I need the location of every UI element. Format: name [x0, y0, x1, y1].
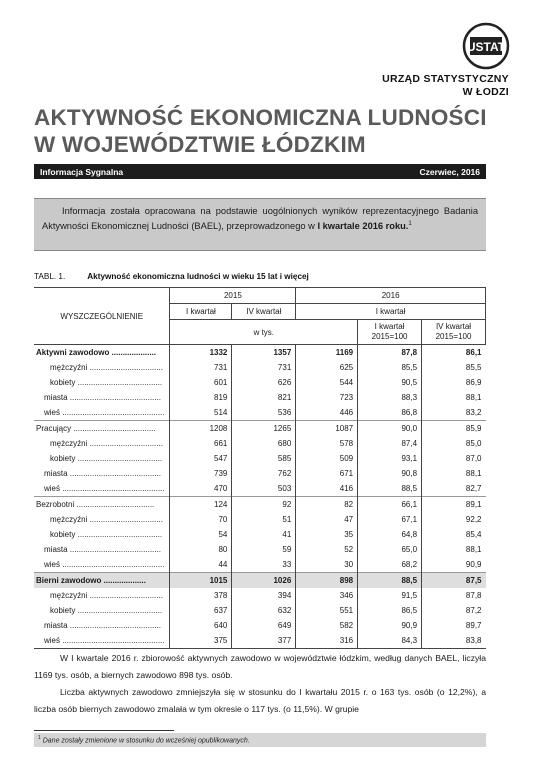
row-value: 88,1	[422, 466, 486, 481]
table-row	[34, 618, 486, 633]
row-label-text: Bezrobotni	[36, 500, 75, 509]
row-label	[34, 618, 170, 633]
table-row	[34, 481, 486, 497]
row-leader-dots: ...................	[103, 576, 146, 585]
row-value: 52	[296, 542, 358, 557]
row-leader-dots: ..............................................	[62, 484, 165, 493]
row-value: 35	[296, 527, 358, 542]
row-label-text: mężczyźni	[50, 591, 88, 600]
table-row	[34, 405, 486, 421]
row-value: 762	[232, 466, 296, 481]
row-value: 87,8	[422, 588, 486, 603]
row-value: 91,5	[358, 588, 422, 603]
row-leader-dots: ..............................................	[62, 408, 165, 417]
row-value: 82,7	[422, 481, 486, 497]
row-label-text: kobiety	[50, 606, 76, 615]
header-year-2015: 2015	[170, 288, 296, 304]
row-leader-dots: .................................	[89, 363, 163, 372]
header-unit: w tys.	[170, 320, 358, 345]
row-value: 85,9	[422, 421, 486, 437]
body-text	[34, 650, 486, 718]
row-leader-dots: ......................................	[77, 606, 163, 615]
table-row	[34, 345, 486, 361]
row-label-text: Bierni zawodowo	[36, 576, 102, 585]
row-value: 84,3	[358, 633, 422, 649]
row-value: 67,1	[358, 512, 422, 527]
row-value: 87,8	[358, 345, 422, 361]
table-row	[34, 542, 486, 557]
svg-text:USTAT: USTAT	[466, 40, 506, 54]
office-line1: URZĄD STATYSTYCZNY	[382, 73, 509, 85]
row-value: 601	[170, 375, 232, 390]
row-label	[34, 436, 170, 451]
row-label	[34, 512, 170, 527]
header-q1-2015: I kwartał	[170, 304, 232, 320]
row-value: 85,5	[358, 360, 422, 375]
row-value: 377	[232, 633, 296, 649]
row-value: 83,2	[422, 405, 486, 421]
row-leader-dots: ......................................	[77, 530, 163, 539]
row-label	[34, 360, 170, 375]
title-line1: AKTYWNOŚĆ EKONOMICZNA LUDNOŚCI	[34, 105, 487, 130]
row-leader-dots: .................................	[89, 591, 163, 600]
row-value: 898	[296, 573, 358, 589]
row-leader-dots: ....................	[111, 348, 157, 357]
row-value: 88,5	[358, 573, 422, 589]
row-label-text: wieś	[44, 636, 61, 645]
table-row	[34, 375, 486, 390]
row-leader-dots: .................................	[89, 439, 163, 448]
table-number: TABL. 1.	[34, 272, 66, 281]
row-value: 551	[296, 603, 358, 618]
row-value: 514	[170, 405, 232, 421]
row-value: 80	[170, 542, 232, 557]
row-value: 90,9	[358, 618, 422, 633]
row-value: 544	[296, 375, 358, 390]
info-text: Informacja została opracowana na podstawie uogólnionych wyników reprezentacyjnego Badania Aktywności Ekonomicznej Ludności (BAEL), przeprowadzonego w	[42, 206, 478, 232]
row-value: 731	[170, 360, 232, 375]
row-label	[34, 573, 170, 589]
table-row	[34, 573, 486, 589]
band-label: Informacja Sygnalna	[40, 166, 124, 177]
row-label	[34, 633, 170, 649]
office-name	[382, 73, 509, 99]
row-label-text: wieś	[44, 484, 61, 493]
row-label-text: Pracujący	[36, 424, 72, 433]
body-paragraph-2: Liczba aktywnych zawodowo zmniejszyła się w stosunku do I kwartału 2015 r. o 163 tys. osób (o 12,2%), a liczba osób biernych zawodowo zmalała w tym okresie o 117 tys. (o 11,5%). W grupie	[34, 687, 486, 714]
row-value: 89,7	[422, 618, 486, 633]
row-label-text: kobiety	[50, 378, 76, 387]
row-label	[34, 466, 170, 481]
row-value: 585	[232, 451, 296, 466]
row-value: 85,4	[422, 527, 486, 542]
row-label-text: miasta	[44, 469, 68, 478]
row-value: 1208	[170, 421, 232, 437]
row-label-text: wieś	[44, 408, 61, 417]
row-value: 1015	[170, 573, 232, 589]
row-label-text: kobiety	[50, 530, 76, 539]
row-label-text: kobiety	[50, 454, 76, 463]
row-value: 86,9	[422, 375, 486, 390]
row-value: 731	[232, 360, 296, 375]
row-label	[34, 451, 170, 466]
row-value: 87,4	[358, 436, 422, 451]
row-label	[34, 588, 170, 603]
band-date: Czerwiec, 2016	[419, 166, 480, 177]
row-label	[34, 527, 170, 542]
row-leader-dots: .........................................	[69, 621, 161, 630]
row-value: 93,1	[358, 451, 422, 466]
office-line2: W ŁODZI	[462, 86, 509, 98]
row-label	[34, 603, 170, 618]
row-value: 739	[170, 466, 232, 481]
document-title	[34, 104, 504, 158]
row-value: 1087	[296, 421, 358, 437]
row-value: 649	[232, 618, 296, 633]
row-value: 90,5	[358, 375, 422, 390]
row-value: 51	[232, 512, 296, 527]
row-value: 92,2	[422, 512, 486, 527]
header-year-2016: 2016	[296, 288, 486, 304]
table-row	[34, 557, 486, 573]
header-index-q1: I kwartał 2015=100	[358, 320, 422, 345]
row-label	[34, 345, 170, 361]
row-leader-dots: ..............................................	[62, 560, 165, 569]
row-value: 70	[170, 512, 232, 527]
row-value: 87,2	[422, 603, 486, 618]
row-label	[34, 375, 170, 390]
row-value: 33	[232, 557, 296, 573]
row-value: 640	[170, 618, 232, 633]
row-value: 86,5	[358, 603, 422, 618]
row-value: 86,1	[422, 345, 486, 361]
title-line2: W WOJEWÓDZTWIE ŁÓDZKIM	[34, 132, 366, 157]
row-leader-dots: ......................................	[77, 378, 163, 387]
row-value: 90,8	[358, 466, 422, 481]
row-label-text: miasta	[44, 621, 68, 630]
table-row	[34, 588, 486, 603]
row-leader-dots: .........................................	[69, 545, 161, 554]
row-label-text: mężczyźni	[50, 515, 88, 524]
info-footnote-ref: 1	[408, 221, 412, 227]
row-value: 680	[232, 436, 296, 451]
row-value: 1265	[232, 421, 296, 437]
row-value: 375	[170, 633, 232, 649]
footnote-text: Dane zostały zmienione w stosunku do wcześniej opublikowanych.	[42, 737, 250, 745]
row-value: 92	[232, 497, 296, 513]
row-value: 82	[296, 497, 358, 513]
row-value: 86,8	[358, 405, 422, 421]
row-leader-dots: .................................	[89, 515, 163, 524]
row-value: 1026	[232, 573, 296, 589]
row-label	[34, 390, 170, 405]
row-label	[34, 481, 170, 497]
table-row	[34, 451, 486, 466]
row-value: 90,9	[422, 557, 486, 573]
row-leader-dots: .........................................	[69, 469, 161, 478]
row-value: 582	[296, 618, 358, 633]
table-row	[34, 390, 486, 405]
row-value: 671	[296, 466, 358, 481]
row-leader-dots: ..............................................	[62, 636, 165, 645]
table-row	[34, 633, 486, 649]
row-value: 87,0	[422, 451, 486, 466]
row-value: 1169	[296, 345, 358, 361]
row-value: 85,0	[422, 436, 486, 451]
row-value: 416	[296, 481, 358, 497]
table-row	[34, 466, 486, 481]
table-row	[34, 603, 486, 618]
row-value: 470	[170, 481, 232, 497]
row-value: 90,0	[358, 421, 422, 437]
footnote	[34, 733, 486, 747]
row-label	[34, 421, 170, 437]
row-leader-dots: .........................................	[69, 393, 161, 402]
row-value: 661	[170, 436, 232, 451]
row-value: 64,8	[358, 527, 422, 542]
row-value: 65,0	[358, 542, 422, 557]
row-value: 88,1	[422, 542, 486, 557]
table-row	[34, 497, 486, 513]
row-label-text: miasta	[44, 545, 68, 554]
table-row	[34, 512, 486, 527]
row-label-text: miasta	[44, 393, 68, 402]
row-value: 89,1	[422, 497, 486, 513]
row-value: 626	[232, 375, 296, 390]
row-value: 54	[170, 527, 232, 542]
row-label	[34, 405, 170, 421]
table-row	[34, 360, 486, 375]
row-label	[34, 542, 170, 557]
row-value: 44	[170, 557, 232, 573]
row-value: 66,1	[358, 497, 422, 513]
row-label-text: mężczyźni	[50, 439, 88, 448]
row-value: 578	[296, 436, 358, 451]
row-value: 346	[296, 588, 358, 603]
row-value: 819	[170, 390, 232, 405]
row-leader-dots: .....................................	[73, 424, 156, 433]
table-title: Aktywność ekonomiczna ludności w wieku 15 lat i więcej	[87, 272, 309, 281]
row-value: 124	[170, 497, 232, 513]
header-q1-2016: I kwartał	[296, 304, 486, 320]
row-value: 821	[232, 390, 296, 405]
info-box	[34, 198, 486, 251]
row-label-text: mężczyźni	[50, 363, 88, 372]
header-index-q4: IV kwartał 2015=100	[422, 320, 486, 345]
body-paragraph-1: W I kwartale 2016 r. zbiorowość aktywnych zawodowo w województwie łódzkim, według danych BAEL, liczyła 1169 tys. osób, a biernych zawodowo 898 tys. osób.	[34, 653, 486, 680]
footnote-divider	[34, 730, 174, 731]
table-row	[34, 436, 486, 451]
row-value: 88,1	[422, 390, 486, 405]
ustat-logo	[461, 22, 511, 70]
row-value: 503	[232, 481, 296, 497]
row-value: 378	[170, 588, 232, 603]
row-value: 47	[296, 512, 358, 527]
row-value: 41	[232, 527, 296, 542]
row-value: 1332	[170, 345, 232, 361]
table-row	[34, 527, 486, 542]
row-value: 509	[296, 451, 358, 466]
row-label-text: wieś	[44, 560, 61, 569]
row-value: 547	[170, 451, 232, 466]
row-value: 1357	[232, 345, 296, 361]
row-value: 30	[296, 557, 358, 573]
row-value: 316	[296, 633, 358, 649]
table-row	[34, 421, 486, 437]
footnote-marker: 1	[38, 735, 41, 741]
row-label-text: Aktywni zawodowo	[36, 348, 110, 357]
header-spec: WYSZCZEGÓLNIENIE	[34, 288, 170, 345]
row-value: 59	[232, 542, 296, 557]
row-value: 87,5	[422, 573, 486, 589]
row-value: 536	[232, 405, 296, 421]
row-value: 637	[170, 603, 232, 618]
row-value: 394	[232, 588, 296, 603]
info-band	[34, 164, 486, 179]
row-value: 446	[296, 405, 358, 421]
row-value: 68,2	[358, 557, 422, 573]
activity-table	[34, 287, 486, 649]
info-text-bold: I kwartale 2016 roku.	[317, 221, 409, 232]
ustat-logo-mark	[461, 22, 511, 70]
row-value: 83,8	[422, 633, 486, 649]
row-value: 632	[232, 603, 296, 618]
row-value: 88,3	[358, 390, 422, 405]
table-body	[34, 345, 486, 649]
header-q4-2015: IV kwartał	[232, 304, 296, 320]
row-label	[34, 557, 170, 573]
row-value: 723	[296, 390, 358, 405]
row-value: 88,5	[358, 481, 422, 497]
row-leader-dots: ...................................	[76, 500, 155, 509]
row-label	[34, 497, 170, 513]
table-caption	[34, 272, 309, 281]
row-leader-dots: ......................................	[77, 454, 163, 463]
row-value: 85,5	[422, 360, 486, 375]
row-value: 625	[296, 360, 358, 375]
